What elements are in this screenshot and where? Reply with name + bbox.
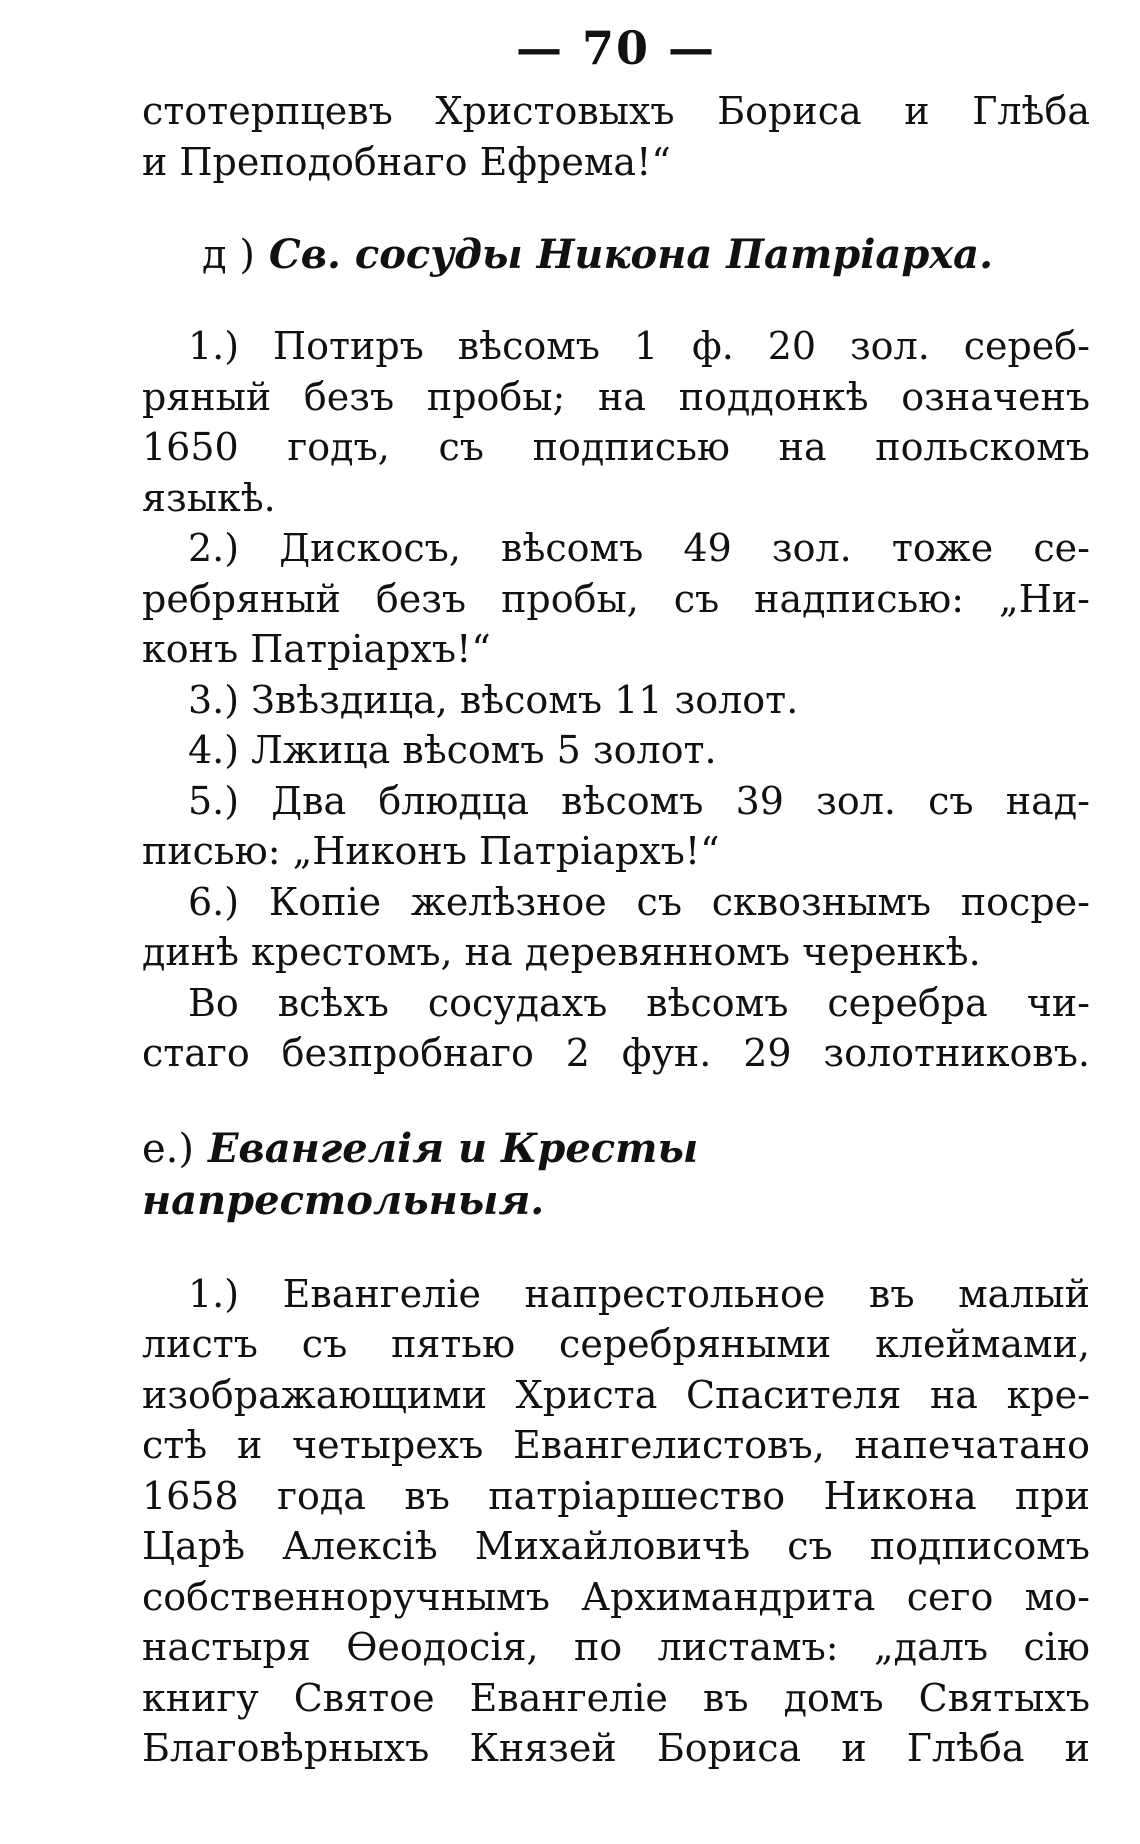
text-line: писью: „Никонъ Патріархъ!“ [142, 829, 720, 873]
text-line: 1658 года въ патріаршество Никона при [142, 1473, 1090, 1518]
text-line: стѣ и четырехъ Евангелистовъ, напечатано [142, 1423, 1090, 1467]
text-line: динѣ крестомъ, на деревянномъ черенкѣ. [142, 930, 981, 974]
text-line: и Преподобнаго Ефрема!“ [142, 139, 671, 184]
section-e-heading [142, 1123, 1090, 1227]
text-line: 6.) Копіе желѣзное съ сквознымъ посре- [188, 879, 1090, 924]
section-d-prefix: д ) [202, 232, 255, 278]
text-line: 5.) Два блюдца вѣсомъ 39 зол. съ над- [188, 778, 1090, 823]
intro-paragraph [142, 86, 1090, 187]
text-line: 1.) Евангеліе напрестольное въ малый [188, 1271, 1090, 1316]
text-line: 1650 годъ, съ подписью на польскомъ [142, 425, 1090, 469]
text-line: ребряный безъ пробы, съ надписью: „Ни- [142, 576, 1090, 621]
list-item [142, 776, 1090, 877]
text-line: настыря Ѳеодосія, по листамъ: „далъ сію [142, 1625, 1090, 1669]
list-item [142, 523, 1090, 675]
list-item [142, 877, 1090, 978]
list-item [142, 675, 1090, 726]
document-page [142, 18, 1090, 1774]
text-line: книгу Святое Евангеліе въ домъ Святыхъ [142, 1675, 1090, 1720]
section-e-prefix: е.) [142, 1125, 194, 1172]
text-line: конъ Патріархъ!“ [142, 627, 491, 671]
text-line: 2.) Дискосъ, вѣсомъ 49 зол. тоже се- [188, 526, 1090, 570]
text-line: Царѣ Алексіѣ Михайловичѣ съ подписомъ [142, 1524, 1090, 1568]
list-item [142, 725, 1090, 776]
text-line: языкѣ. [142, 475, 276, 520]
section-d-heading [142, 229, 1090, 281]
text-line: листъ съ пятью серебряными клеймами, [142, 1322, 1090, 1366]
section-d-title: Св. сосуды Никона Патріарха. [268, 231, 994, 278]
section-e-title: Евангелія и Кресты напрестольныя. [142, 1124, 699, 1224]
text-line: Во всѣхъ сосудахъ вѣсомъ серебра чи- [188, 980, 1090, 1025]
text-line: ряный безъ пробы; на поддонкѣ означенъ [142, 374, 1090, 419]
summary-paragraph [142, 978, 1090, 1079]
text-line: изображающими Христа Спасителя на кре- [142, 1372, 1090, 1417]
text-line: собственноручнымъ Архимандрита сего мо- [142, 1574, 1090, 1619]
text-line: стотерпцевъ Христовыхъ Бориса и Глѣба [142, 89, 1090, 133]
list-item [142, 1269, 1090, 1774]
list-item [142, 321, 1090, 523]
text-line: 3.) Звѣздица, вѣсомъ 11 золот. [188, 677, 799, 722]
text-line: 4.) Лжица вѣсомъ 5 золот. [188, 728, 717, 772]
page-number: — 70 — [515, 21, 717, 75]
text-line: стаго безпробнаго 2 фун. 29 золотниковъ. [142, 1031, 1090, 1075]
text-line: Благовѣрныхъ Князей Бориса и Глѣба и [142, 1726, 1090, 1770]
text-line: 1.) Потиръ вѣсомъ 1 ф. 20 зол. сереб- [188, 324, 1090, 368]
